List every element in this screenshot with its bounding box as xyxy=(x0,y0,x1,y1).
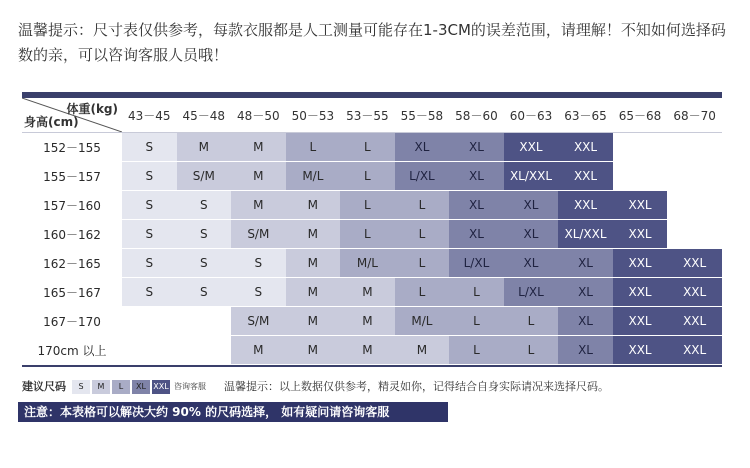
size-cell: S xyxy=(177,278,232,307)
size-cell: XL xyxy=(449,220,504,249)
size-cell xyxy=(613,133,668,162)
size-cell: S xyxy=(231,278,286,307)
size-cell xyxy=(122,307,177,336)
weight-range-header: 55－58 xyxy=(395,98,450,133)
size-cell: XL xyxy=(449,133,504,162)
size-cell: S xyxy=(122,162,177,191)
size-table-body xyxy=(22,133,722,365)
size-cell: XL xyxy=(449,191,504,220)
size-cell xyxy=(667,133,722,162)
weight-axis-label: 体重(kg) xyxy=(66,102,118,116)
size-cell: XXL xyxy=(667,336,722,365)
size-legend xyxy=(22,376,737,396)
size-cell: XXL xyxy=(558,191,613,220)
legend-more: 咨询客服 xyxy=(174,381,206,391)
size-table xyxy=(22,98,722,365)
height-range-label: 157－160 xyxy=(22,191,122,220)
table-row xyxy=(22,249,722,278)
height-range-label: 165－167 xyxy=(22,278,122,307)
size-cell: L xyxy=(449,307,504,336)
size-cell: S xyxy=(122,133,177,162)
size-cell: M xyxy=(231,162,286,191)
size-cell: M xyxy=(286,220,341,249)
size-cell: XXL xyxy=(667,278,722,307)
notice-banner: 注意：本表格可以解决大约 90% 的尺码选择， 如有疑问请咨询客服 xyxy=(18,402,448,422)
size-cell: S xyxy=(177,191,232,220)
size-cell: M/L xyxy=(395,307,450,336)
size-cell: XL xyxy=(395,133,450,162)
size-cell: S xyxy=(122,249,177,278)
size-chart xyxy=(22,92,722,367)
size-cell: M xyxy=(340,278,395,307)
weight-range-header: 48－50 xyxy=(231,98,286,133)
size-cell: L/XL xyxy=(449,249,504,278)
size-cell: M xyxy=(231,133,286,162)
size-cell: XL xyxy=(558,336,613,365)
size-cell: XL xyxy=(558,249,613,278)
size-cell: XL/XXL xyxy=(504,162,559,191)
corner-cell xyxy=(22,98,122,133)
legend-chip: S xyxy=(72,380,90,394)
size-cell: L xyxy=(395,191,450,220)
size-cell: S/M xyxy=(177,162,232,191)
size-cell xyxy=(177,336,232,365)
height-range-label: 160－162 xyxy=(22,220,122,249)
weight-range-header: 50－53 xyxy=(286,98,341,133)
weight-range-header: 63－65 xyxy=(558,98,613,133)
size-cell: M xyxy=(231,191,286,220)
size-cell: S xyxy=(177,220,232,249)
table-row xyxy=(22,307,722,336)
size-cell: XL xyxy=(558,278,613,307)
legend-chips xyxy=(72,379,172,394)
size-cell: M xyxy=(286,278,341,307)
size-cell xyxy=(667,162,722,191)
size-cell: L xyxy=(340,162,395,191)
notice-text: 温馨提示：尺寸表仅供参考，每款衣服都是人工测量可能存在1-3CM的误差范围，请理解！不知如何选择码数的亲，可以咨询客服人员哦！ xyxy=(18,21,726,64)
weight-range-header: 60－63 xyxy=(504,98,559,133)
size-cell: L xyxy=(504,336,559,365)
size-cell: XL/XXL xyxy=(558,220,613,249)
legend-chip: L xyxy=(112,380,130,394)
weight-range-header: 53－55 xyxy=(340,98,395,133)
height-range-label: 170cm 以上 xyxy=(22,336,122,365)
height-range-label: 152－155 xyxy=(22,133,122,162)
height-range-label: 167－170 xyxy=(22,307,122,336)
height-range-label: 155－157 xyxy=(22,162,122,191)
size-cell: M xyxy=(286,249,341,278)
size-cell: XL xyxy=(504,249,559,278)
size-cell: M xyxy=(286,336,341,365)
height-range-label: 162－165 xyxy=(22,249,122,278)
size-cell: M xyxy=(340,307,395,336)
size-cell: L/XL xyxy=(395,162,450,191)
legend-tip: 温馨提示：以上数据仅供参考，精灵如你，记得结合自身实际请况来选择尺码。 xyxy=(224,380,609,393)
size-cell: XXL xyxy=(667,307,722,336)
size-cell: XXL xyxy=(504,133,559,162)
size-cell: XXL xyxy=(613,220,668,249)
size-cell: XXL xyxy=(613,307,668,336)
size-cell: M xyxy=(286,307,341,336)
height-axis-label: 身高(cm) xyxy=(24,115,79,129)
size-cell: L xyxy=(395,249,450,278)
legend-title: 建议尺码 xyxy=(22,380,66,393)
size-cell: M xyxy=(177,133,232,162)
table-row xyxy=(22,220,722,249)
size-cell: M xyxy=(286,191,341,220)
size-cell xyxy=(122,336,177,365)
size-cell: XXL xyxy=(558,162,613,191)
size-cell: S xyxy=(122,191,177,220)
legend-chip: M xyxy=(92,380,110,394)
size-cell: L xyxy=(504,307,559,336)
size-cell: XXL xyxy=(613,278,668,307)
size-cell: L xyxy=(340,220,395,249)
size-cell: M xyxy=(340,336,395,365)
size-cell xyxy=(177,307,232,336)
table-row xyxy=(22,191,722,220)
size-cell: M xyxy=(231,336,286,365)
size-cell: L xyxy=(340,133,395,162)
size-cell: L xyxy=(286,133,341,162)
size-cell: S/M xyxy=(231,307,286,336)
size-cell: M xyxy=(395,336,450,365)
size-cell: M/L xyxy=(340,249,395,278)
weight-range-header: 65－68 xyxy=(613,98,668,133)
size-cell: XXL xyxy=(667,249,722,278)
table-row xyxy=(22,162,722,191)
size-cell: S xyxy=(122,220,177,249)
size-cell: XL xyxy=(504,191,559,220)
size-cell: XL xyxy=(504,220,559,249)
size-cell: L xyxy=(449,336,504,365)
header-row xyxy=(22,98,722,133)
size-cell: XL xyxy=(449,162,504,191)
size-cell: L xyxy=(449,278,504,307)
size-cell: L xyxy=(340,191,395,220)
table-row xyxy=(22,336,722,365)
legend-chip: XXL xyxy=(152,380,170,394)
size-cell: L/XL xyxy=(504,278,559,307)
size-cell: XL xyxy=(558,307,613,336)
size-cell: L xyxy=(395,278,450,307)
legend-chip: XL xyxy=(132,380,150,394)
table-row xyxy=(22,133,722,162)
size-cell: L xyxy=(395,220,450,249)
size-cell xyxy=(667,220,722,249)
table-row xyxy=(22,278,722,307)
weight-range-header: 58－60 xyxy=(449,98,504,133)
size-cell: S xyxy=(122,278,177,307)
size-cell: S xyxy=(231,249,286,278)
size-cell: XXL xyxy=(558,133,613,162)
size-cell: XXL xyxy=(613,191,668,220)
size-cell xyxy=(667,191,722,220)
size-cell: M/L xyxy=(286,162,341,191)
weight-range-header: 68－70 xyxy=(667,98,722,133)
size-cell: XXL xyxy=(613,249,668,278)
size-cell xyxy=(613,162,668,191)
size-cell: XXL xyxy=(613,336,668,365)
weight-range-header: 45－48 xyxy=(177,98,232,133)
size-cell: S xyxy=(177,249,232,278)
size-cell: S/M xyxy=(231,220,286,249)
weight-range-header: 43－45 xyxy=(122,98,177,133)
